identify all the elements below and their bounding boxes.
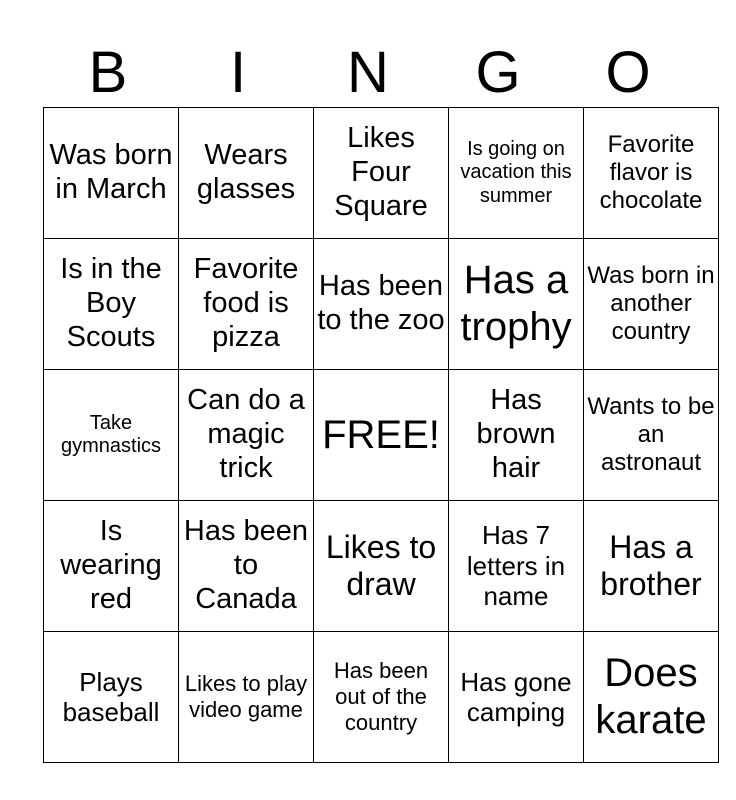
header-letter-g: G bbox=[475, 40, 521, 105]
grid-row bbox=[44, 370, 719, 501]
header-letter-i: I bbox=[229, 40, 247, 105]
bingo-cell[interactable]: Is in the Boy Scouts bbox=[44, 239, 179, 370]
grid-row bbox=[44, 108, 719, 239]
bingo-cell[interactable]: Take gymnastics bbox=[44, 370, 179, 501]
bingo-cell[interactable]: Does karate bbox=[584, 632, 719, 763]
bingo-grid bbox=[43, 107, 719, 763]
bingo-cell[interactable]: Has been to Canada bbox=[179, 501, 314, 632]
bingo-cell[interactable]: Has gone camping bbox=[449, 632, 584, 763]
bingo-cell[interactable]: Has a trophy bbox=[449, 239, 584, 370]
bingo-header bbox=[43, 40, 693, 106]
bingo-cell[interactable]: Is going on vacation this summer bbox=[449, 108, 584, 239]
bingo-cell[interactable]: Plays baseball bbox=[44, 632, 179, 763]
bingo-cell[interactable]: Likes to play video game bbox=[179, 632, 314, 763]
bingo-cell[interactable]: Favorite flavor is chocolate bbox=[584, 108, 719, 239]
bingo-cell[interactable]: Likes Four Square bbox=[314, 108, 449, 239]
bingo-cell[interactable]: Wears glasses bbox=[179, 108, 314, 239]
bingo-cell[interactable]: Likes to draw bbox=[314, 501, 449, 632]
bingo-cell[interactable]: Was born in March bbox=[44, 108, 179, 239]
bingo-cell[interactable]: Has a brother bbox=[584, 501, 719, 632]
bingo-cell[interactable]: Has been to the zoo bbox=[314, 239, 449, 370]
bingo-cell[interactable]: Wants to be an astronaut bbox=[584, 370, 719, 501]
bingo-cell[interactable]: Is wearing red bbox=[44, 501, 179, 632]
free-space[interactable]: FREE! bbox=[314, 370, 449, 501]
grid-row bbox=[44, 632, 719, 763]
bingo-cell[interactable]: Can do a magic trick bbox=[179, 370, 314, 501]
grid-row bbox=[44, 501, 719, 632]
header-letter-b: B bbox=[88, 40, 128, 105]
bingo-cell[interactable]: Was born in another country bbox=[584, 239, 719, 370]
header-letter-n: N bbox=[347, 40, 389, 105]
header-letter-o: O bbox=[605, 40, 651, 105]
bingo-cell[interactable]: Has been out of the country bbox=[314, 632, 449, 763]
bingo-cell[interactable]: Has 7 letters in name bbox=[449, 501, 584, 632]
grid-row bbox=[44, 239, 719, 370]
bingo-cell[interactable]: Favorite food is pizza bbox=[179, 239, 314, 370]
bingo-cell[interactable]: Has brown hair bbox=[449, 370, 584, 501]
